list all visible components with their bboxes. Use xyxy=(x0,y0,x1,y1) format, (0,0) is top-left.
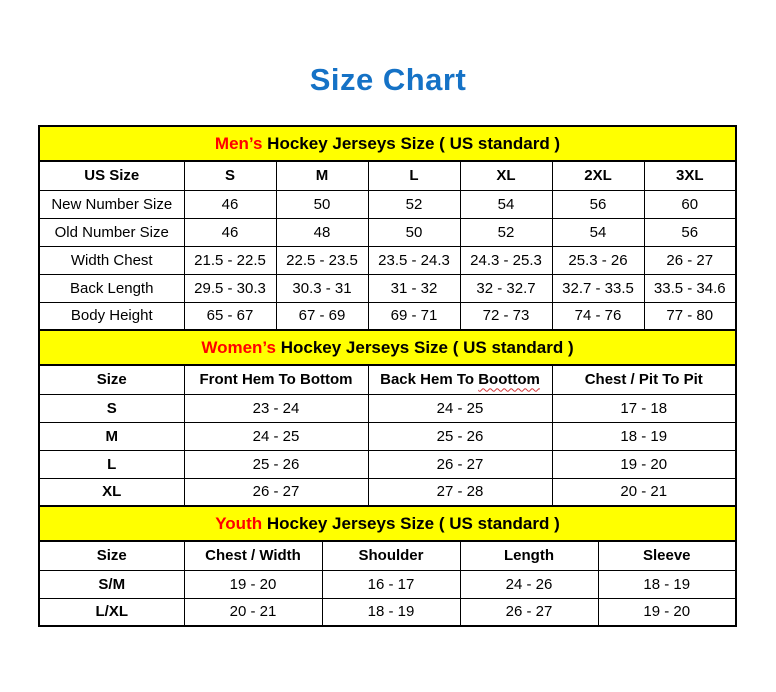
column-header: L xyxy=(368,161,460,190)
cell: 32 - 32.7 xyxy=(460,274,552,302)
table-row xyxy=(39,190,736,218)
cell: 22.5 - 23.5 xyxy=(276,246,368,274)
mens-size-table xyxy=(38,160,737,331)
column-header: M xyxy=(276,161,368,190)
cell: 32.7 - 33.5 xyxy=(552,274,644,302)
cell: S/M xyxy=(39,570,184,598)
cell: 56 xyxy=(552,190,644,218)
cell: 48 xyxy=(276,218,368,246)
section-youth xyxy=(38,505,737,627)
cell: 20 - 21 xyxy=(184,598,322,626)
cell: 25 - 26 xyxy=(368,422,552,450)
cell: 54 xyxy=(460,190,552,218)
section-header-mens xyxy=(38,125,737,162)
cell: M xyxy=(39,422,184,450)
cell: 19 - 20 xyxy=(552,450,736,478)
misspelled-word: Boottom xyxy=(478,371,540,389)
cell: 50 xyxy=(276,190,368,218)
table-row xyxy=(39,422,736,450)
column-header: Shoulder xyxy=(322,541,460,570)
cell: 26 - 27 xyxy=(644,246,736,274)
section-header-womens xyxy=(38,329,737,366)
table-row xyxy=(39,450,736,478)
column-header: Size xyxy=(39,365,184,394)
table-row xyxy=(39,302,736,330)
youth-size-table xyxy=(38,540,737,627)
cell: 19 - 20 xyxy=(184,570,322,598)
cell: 60 xyxy=(644,190,736,218)
cell: 46 xyxy=(184,190,276,218)
section-header-youth xyxy=(38,505,737,542)
cell: 24 - 26 xyxy=(460,570,598,598)
cell: 54 xyxy=(552,218,644,246)
cell: 23 - 24 xyxy=(184,394,368,422)
cell: Old Number Size xyxy=(39,218,184,246)
cell: 27 - 28 xyxy=(368,478,552,506)
column-header: Length xyxy=(460,541,598,570)
size-chart-tables xyxy=(38,125,737,627)
column-header: S xyxy=(184,161,276,190)
table-row xyxy=(39,218,736,246)
cell: 50 xyxy=(368,218,460,246)
cell: 24 - 25 xyxy=(368,394,552,422)
cell: 16 - 17 xyxy=(322,570,460,598)
cell: XL xyxy=(39,478,184,506)
cell: 33.5 - 34.6 xyxy=(644,274,736,302)
table-row xyxy=(39,274,736,302)
header-row xyxy=(39,161,736,190)
section-header-womens-rest: Hockey Jerseys Size ( US standard ) xyxy=(275,337,574,357)
header-row xyxy=(39,541,736,570)
womens-size-table xyxy=(38,364,737,507)
table-row xyxy=(39,246,736,274)
cell: Width Chest xyxy=(39,246,184,274)
cell: 25.3 - 26 xyxy=(552,246,644,274)
cell: Back Length xyxy=(39,274,184,302)
cell: 56 xyxy=(644,218,736,246)
section-header-youth-rest: Hockey Jerseys Size ( US standard ) xyxy=(262,513,560,533)
cell: 31 - 32 xyxy=(368,274,460,302)
cell: 67 - 69 xyxy=(276,302,368,330)
cell: 52 xyxy=(368,190,460,218)
table-row xyxy=(39,570,736,598)
cell: 18 - 19 xyxy=(552,422,736,450)
cell: 26 - 27 xyxy=(460,598,598,626)
cell: 24 - 25 xyxy=(184,422,368,450)
column-header: Front Hem To Bottom xyxy=(184,365,368,394)
section-header-youth-highlight: Youth xyxy=(215,513,263,533)
cell: 21.5 - 22.5 xyxy=(184,246,276,274)
cell: 30.3 - 31 xyxy=(276,274,368,302)
column-header: Chest / Pit To Pit xyxy=(552,365,736,394)
cell: 65 - 67 xyxy=(184,302,276,330)
section-womens xyxy=(38,329,737,507)
section-mens xyxy=(38,125,737,331)
cell: 52 xyxy=(460,218,552,246)
cell: 25 - 26 xyxy=(184,450,368,478)
cell: 26 - 27 xyxy=(368,450,552,478)
cell: Body Height xyxy=(39,302,184,330)
column-header: Size xyxy=(39,541,184,570)
cell: New Number Size xyxy=(39,190,184,218)
cell: 69 - 71 xyxy=(368,302,460,330)
cell: 46 xyxy=(184,218,276,246)
header-row xyxy=(39,365,736,394)
cell: 77 - 80 xyxy=(644,302,736,330)
page-title: Size Chart xyxy=(309,62,467,97)
section-header-mens-highlight: Men’s xyxy=(214,133,263,153)
cell: 72 - 73 xyxy=(460,302,552,330)
section-header-mens-rest: Hockey Jerseys Size ( US standard ) xyxy=(262,133,561,153)
cell: L xyxy=(39,450,184,478)
cell: 17 - 18 xyxy=(552,394,736,422)
table-row xyxy=(39,598,736,626)
column-header: Back Hem To Boottom xyxy=(368,365,552,394)
column-header: US Size xyxy=(39,161,184,190)
cell: 19 - 20 xyxy=(598,598,736,626)
cell: 20 - 21 xyxy=(552,478,736,506)
table-row xyxy=(39,478,736,506)
cell: 18 - 19 xyxy=(598,570,736,598)
column-header: 2XL xyxy=(552,161,644,190)
column-header: 3XL xyxy=(644,161,736,190)
cell: 29.5 - 30.3 xyxy=(184,274,276,302)
cell: 26 - 27 xyxy=(184,478,368,506)
column-header: Sleeve xyxy=(598,541,736,570)
cell: 23.5 - 24.3 xyxy=(368,246,460,274)
cell: L/XL xyxy=(39,598,184,626)
column-header: Chest / Width xyxy=(184,541,322,570)
cell: 24.3 - 25.3 xyxy=(460,246,552,274)
table-row xyxy=(39,394,736,422)
section-header-womens-highlight: Women’s xyxy=(201,337,276,357)
column-header: XL xyxy=(460,161,552,190)
cell: S xyxy=(39,394,184,422)
cell: 74 - 76 xyxy=(552,302,644,330)
cell: 18 - 19 xyxy=(322,598,460,626)
